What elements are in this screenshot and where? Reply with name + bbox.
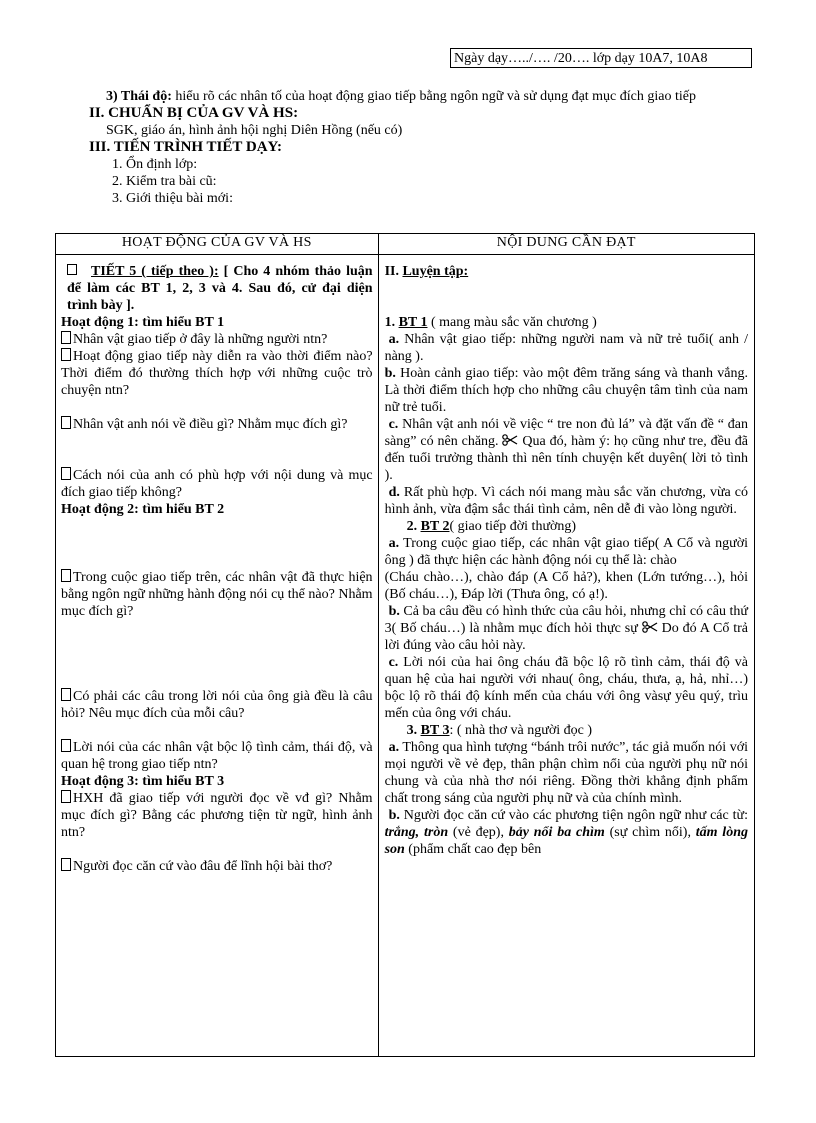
attitude-paragraph [62, 88, 752, 105]
bt2-b-label: b. [388, 604, 400, 619]
question-box-icon [61, 467, 71, 480]
spacer [61, 433, 373, 467]
spacer [61, 620, 373, 671]
bt2-c [385, 654, 748, 722]
tiet-rest: [ Cho 4 nhóm thảo luận để làm các BT 1, 2, 3 và 4. Sau đó, cử đại diện trình bày ]. [67, 264, 373, 313]
question-3 [61, 416, 373, 433]
spacer [61, 399, 373, 416]
bt2-b-text-1: Cả ba câu đều có hình thức của câu hỏi, nhưng chỉ có câu thứ 3( Bố cháu…) là nhằm mục đích hỏi thực sự [384, 604, 748, 636]
bt2-b [385, 603, 748, 654]
question-box-icon [61, 739, 71, 752]
col-right-header: NỘI DUNG CẦN ĐẠT [378, 234, 754, 255]
col-left-header: HOẠT ĐỘNG CỦA GV VÀ HS [56, 234, 379, 255]
square-bullet-icon [67, 264, 77, 275]
bt3-b-word-1: trắng, tròn [384, 825, 449, 840]
bt3-a-text: Thông qua hình tượng “bánh trôi nước”, tác giả muốn nói với mọi người về vẻ đẹp, thân phận chìm nổi của người phụ nữ nói chung và của nhà thơ nói riêng. Đồng thời khẳng định phẩm chất trong sáng của người phụ nữ và của chính mình. [384, 740, 748, 806]
question-7-text: Lời nói của các nhân vật bộc lộ tình cảm, thái độ, và quan hệ trong giao tiếp ntn? [61, 740, 373, 772]
bt2-num: 2. [406, 519, 421, 534]
bt2-c-label: c. [388, 655, 399, 670]
bt2-c-text: Lời nói của hai ông cháu đã bộc lộ rõ tình cảm, thái độ và quan hệ của hai người với nhau( ông, cháu, thưa, ạ, hả, nhỉ…) bộc lộ rõ thái độ kính mến của cháu với ông vàsự yêu quý, trìu mến của ông với cháu. [384, 655, 748, 721]
bt3-b-text-1: Người đọc căn cứ vào các phương tiện ngôn ngữ như các từ: [399, 808, 748, 823]
hd1-title: Hoạt động 1: tìm hiểu BT 1 [61, 315, 225, 330]
bt1-note: ( mang màu sắc văn chương ) [427, 315, 597, 330]
question-5 [61, 569, 373, 620]
section3-title: III. TIẾN TRÌNH TIẾT DẠY: [89, 139, 283, 155]
spacer [61, 722, 373, 739]
left-column [56, 255, 379, 1057]
question-2-text: Hoạt động giao tiếp này diễn ra vào thời điểm nào? Thời điểm đó thường thích hợp với những cuộc trò chuyện ntn? [61, 349, 373, 398]
question-box-icon [61, 569, 71, 582]
bt1-label: BT 1 [398, 315, 428, 330]
right-column [378, 255, 754, 1057]
bt2-a [385, 535, 748, 569]
question-8 [61, 790, 373, 841]
bt1-num: 1. [384, 315, 399, 330]
bt1-b [385, 365, 748, 416]
bt3-b-text-3: (sự chìm nổi), [604, 825, 696, 840]
question-6-text: Có phải các câu trong lời nói của ông già đều là câu hỏi? Nêu mục đích của mỗi câu? [61, 689, 373, 721]
question-1-text: Nhân vật giao tiếp ở đây là những người ntn? [73, 332, 328, 347]
bt1-a [385, 331, 748, 365]
bt1-a-text: Nhân vật giao tiếp: những người nam và nữ trẻ tuổi( anh / nàng ). [384, 332, 748, 364]
bt1-c [385, 416, 748, 484]
question-2 [61, 348, 373, 399]
bt3-heading [385, 722, 748, 739]
bt2-a-label: a. [388, 536, 400, 551]
date-line: Ngày dạy…../…. /20…. lớp dạy 10A7, 10A8 [450, 48, 752, 68]
bt3-note: : ( nhà thơ và người đọc ) [449, 723, 593, 738]
question-9-text: Người đọc căn cứ vào đâu để lĩnh hội bài thơ? [73, 859, 333, 874]
bt1-a-label: a. [388, 332, 400, 347]
bt1-b-label: b. [384, 366, 396, 381]
question-box-icon [61, 858, 71, 871]
question-1 [61, 331, 373, 348]
section2-title: II. CHUẨN BỊ CỦA GV VÀ HS: [89, 105, 299, 121]
bt3-label: BT 3 [420, 723, 450, 738]
bt2-heading [385, 518, 748, 535]
bt3-b-text-4: (phẩm chất cao đẹp bên [404, 842, 542, 857]
tiet-title: TIẾT 5 ( tiếp theo ): [91, 264, 219, 279]
question-box-icon [61, 790, 71, 803]
lesson-table [55, 233, 755, 1057]
bt2-label: BT 2 [420, 519, 450, 534]
bt2-note: ( giao tiếp đời thường) [449, 519, 577, 534]
table-body-row [56, 255, 755, 1057]
bt1-c-text-2: Qua đó, hàm ý: họ cũng như tre, đều đã đến tuổi trưởng thành thì nên tính chuyện kết duyên( lời tỏ tình ). [384, 434, 749, 483]
bt1-heading [385, 314, 748, 331]
bt1-b-text: Hoàn cảnh giao tiếp: vào một đêm trăng sáng và thanh vắng. Là thời điểm thích hợp cho những câu chuyện tâm tình của nam nữ trẻ tuổi. [384, 366, 748, 415]
table-header-row [56, 234, 755, 255]
bt3-b [385, 807, 748, 858]
spacer [61, 518, 373, 569]
bt3-a-label: a. [388, 740, 400, 755]
bt1-d-label: d. [388, 485, 400, 500]
bt3-b-word-3: tấm lòng son [384, 825, 748, 857]
question-box-icon [61, 331, 71, 344]
question-box-icon [61, 688, 71, 701]
scissors-icon [502, 434, 518, 446]
attitude-text: hiểu rõ các nhân tố của hoạt động giao tiếp bằng ngôn ngữ và sử dụng đạt mục đích giao tiếp [171, 89, 696, 104]
hd2-title: Hoạt động 2: tìm hiểu BT 2 [61, 502, 225, 517]
step-1: 1. Ổn định lớp: [112, 157, 198, 172]
luyen-tap-num: II. [384, 264, 403, 279]
spacer [385, 280, 748, 314]
luyen-tap-heading [385, 263, 748, 280]
question-7 [61, 739, 373, 773]
question-box-icon [61, 348, 71, 361]
spacer [61, 671, 373, 688]
spacer [61, 841, 373, 858]
question-box-icon [61, 416, 71, 429]
luyen-tap-label: Luyện tập: [402, 264, 469, 279]
question-4 [61, 467, 373, 501]
question-6 [61, 688, 373, 722]
bt2-b-text-2: Do đó A Cổ trả lời đúng vào câu hỏi này. [384, 621, 749, 653]
section2-text: SGK, giáo án, hình ảnh hội nghị Diên Hồng (nếu có) [106, 123, 403, 138]
bt3-b-text-2: (vẻ đẹp), [448, 825, 509, 840]
attitude-label: 3) Thái độ: [106, 89, 172, 104]
bt1-c-text-1: Nhân vật anh nói về việc “ tre non đủ lá” và đặt vấn đề “ đan sàng” có nên chăng. [384, 417, 748, 449]
question-9 [61, 858, 373, 875]
scissors-icon [642, 621, 658, 633]
tiet-paragraph [61, 263, 373, 314]
hd3-title: Hoạt động 3: tìm hiểu BT 3 [61, 774, 225, 789]
bt1-c-label: c. [388, 417, 399, 432]
question-3-text: Nhân vật anh nói về điều gì? Nhằm mục đích gì? [73, 417, 348, 432]
step-2: 2. Kiểm tra bài cũ: [112, 174, 217, 189]
bt3-b-word-2: bảy nổi ba chìm [508, 825, 605, 840]
bt3-a [385, 739, 748, 807]
bt1-d [385, 484, 748, 518]
bt2-a-cont: (Cháu chào…), chào đáp (A Cổ hả?), khen (Lớn tướng…), hỏi (Bố cháu…), Đáp lời (Thưa ông, có ạ!). [384, 570, 748, 602]
bt2-a-text-1: Trong cuộc giao tiếp, các nhân vật giao tiếp( A Cổ và người ông ) đã thực hiện các hành động nói cụ thể là: chào [384, 536, 748, 568]
question-5-text: Trong cuộc giao tiếp trên, các nhân vật đã thực hiện bằng ngôn ngữ những hành động nói cụ thể nào? Nhằm mục đích gì? [61, 570, 373, 619]
question-8-text: HXH đã giao tiếp với người đọc về vđ gì? Nhằm mục đích gì? Bằng các phương tiện từ ngữ, hình ảnh ntn? [61, 791, 373, 840]
bt1-d-text: Rất phù hợp. Vì cách nói mang màu sắc văn chương, vừa có hình ảnh, vừa đậm sắc thái tình cảm, nên dễ đi vào lòng người. [384, 485, 748, 517]
bt3-num: 3. [406, 723, 421, 738]
step-3: 3. Giới thiệu bài mới: [112, 191, 233, 206]
bt3-b-label: b. [388, 808, 400, 823]
question-4-text: Cách nói của anh có phù hợp với nội dung và mục đích giao tiếp không? [61, 468, 373, 500]
intro-section [62, 88, 752, 207]
